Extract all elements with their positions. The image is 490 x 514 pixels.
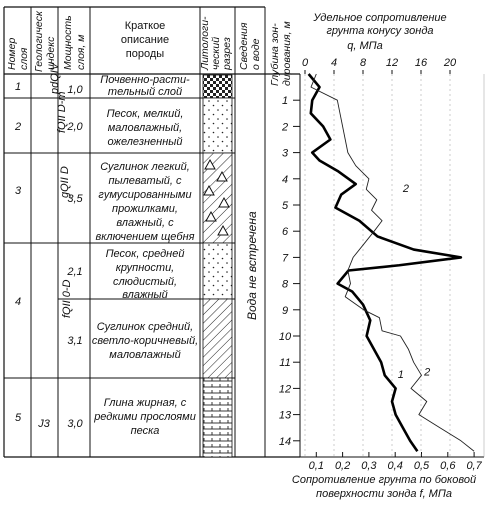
header-water-1: Сведения	[238, 22, 250, 70]
geo-index-5: J3	[38, 418, 50, 430]
header-thickness-1: Мощность	[62, 15, 74, 70]
cone-title-1: Удельное сопротивление	[313, 12, 447, 24]
depth-tick-label: 5	[281, 200, 289, 212]
curve-label-1: 1	[397, 368, 404, 381]
curve-label-2: 2	[424, 366, 431, 379]
desc-4a-line-4: влажный	[122, 289, 168, 301]
desc-4b-line-3: маловлажный	[109, 349, 181, 361]
f-tick-label: 0,1	[308, 460, 324, 472]
cone-title-2: грунта конусу зонда	[326, 25, 434, 37]
header-lithology-1: Литологи-	[199, 16, 211, 70]
depth-tick-label: 10	[278, 331, 292, 343]
depth-tick-label: 11	[279, 357, 291, 370]
header-description-2: описание	[120, 34, 170, 46]
series-1-line	[309, 74, 461, 451]
header-layer-no-1: Номер	[6, 37, 18, 70]
q-axis	[302, 57, 457, 74]
layer-no-5: 5	[14, 412, 22, 424]
thickness-4a: 2,1	[67, 266, 83, 278]
header-description-3: породы	[125, 48, 165, 60]
q-tick-label: 8	[359, 57, 367, 69]
lithology-sand-fine	[203, 98, 232, 153]
desc-3-line-6: включением щебня	[95, 231, 195, 243]
header-lithology-3: разрез	[221, 37, 233, 70]
desc-5-line-1: Глина жирная, с	[103, 397, 187, 409]
f-tick-label: 0,2	[334, 460, 351, 472]
f-tick-label: 0,5	[413, 460, 430, 472]
desc-5-line-2: редкими прослоями	[94, 411, 196, 423]
geo-index-column	[37, 61, 73, 430]
curve-label-2-upper: 2	[402, 182, 409, 195]
q-tick-label: 12	[385, 57, 399, 69]
thickness-2: 2,0	[67, 121, 83, 133]
cone-unit: q, МПа	[347, 40, 383, 52]
f-tick-label: 0,3	[361, 460, 377, 472]
layer-no-3: 3	[14, 185, 22, 197]
sleeve-title-1: Сопротивление грунта по боковой	[291, 474, 477, 486]
header-description-1: Краткое	[124, 20, 166, 32]
desc-3-line-2: пылеватый, с	[108, 175, 182, 187]
layer-no-1: 1	[14, 81, 22, 93]
lithology-soil	[203, 75, 232, 98]
geo-index-3: gQII D	[59, 166, 71, 198]
layer-numbers	[14, 81, 22, 424]
desc-1-line-1: Почвенно-расти-	[100, 74, 190, 86]
header-water-2: о воде	[250, 38, 262, 70]
thickness-5: 3,0	[67, 418, 83, 430]
lithology-clay	[203, 378, 232, 457]
f-tick-label: 0,6	[440, 460, 456, 472]
lithology-loam-medium	[203, 299, 232, 378]
depth-tick-label: 12	[278, 383, 292, 396]
header-geo-index-1: Геологичеcк	[33, 11, 45, 72]
depth-tick-label: 6	[281, 226, 289, 239]
sleeve-title-2: поверхности зонда f, МПа	[316, 488, 452, 500]
f-tick-label: 0,4	[387, 460, 403, 472]
depth-tick-label: 8	[281, 278, 289, 291]
desc-1-line-2: тельный слой	[107, 86, 183, 98]
q-tick-label: 16	[414, 57, 428, 69]
desc-2-line-3: ожелезненный	[107, 136, 183, 148]
desc-4a-line-3: слюдистый,	[112, 276, 178, 288]
geo-index-2: fQII D-m	[56, 91, 68, 133]
lithology-sand-medium	[203, 243, 232, 299]
desc-3-line-3: гумусированными	[98, 189, 192, 201]
header-geo-index-2: индекс	[45, 36, 57, 70]
geo-index-4: fQII 0-D	[61, 279, 73, 318]
depth-tick-label: 14	[278, 435, 292, 448]
q-tick-label: 0	[301, 57, 309, 69]
desc-2-line-1: Песок, мелкий,	[106, 108, 184, 120]
depth-tick-label: 9	[281, 304, 289, 317]
description-column	[92, 74, 198, 437]
desc-4a-line-2: крупности,	[115, 262, 175, 274]
depth-tick-label: 4	[281, 173, 289, 186]
header-lithology-2: ческий	[210, 36, 222, 70]
geo-index-1: pdQIV	[49, 62, 61, 94]
header-layer-no-2: слоя	[18, 47, 30, 70]
lithology-column	[203, 75, 232, 457]
q-tick-label: 4	[330, 57, 338, 69]
depth-tick-label: 1	[281, 95, 289, 108]
desc-2-line-2: маловлажный,	[107, 122, 183, 134]
f-tick-label: 0,7	[466, 460, 482, 472]
q-tick-label: 20	[443, 57, 457, 69]
desc-4b-line-1: Суглинок средний,	[96, 321, 194, 333]
depth-tick-label: 3	[281, 147, 289, 160]
depth-tick-label: 7	[281, 252, 289, 265]
desc-4b-line-2: светло-коричневый,	[91, 335, 199, 347]
depth-axis	[279, 95, 300, 448]
depth-tick-label: 13	[278, 409, 292, 422]
layer-no-4: 4	[14, 296, 22, 308]
depth-tick-label: 2	[281, 121, 289, 134]
header-thickness-2: слоя, м	[75, 34, 87, 70]
layer-no-2: 2	[14, 121, 22, 133]
header-depth-2: дирования, м	[281, 21, 293, 86]
chart-plot-area	[305, 74, 484, 457]
chart-footer	[292, 474, 476, 500]
desc-3-line-4: прожилками,	[112, 203, 178, 215]
thickness-4b: 3,1	[67, 335, 83, 347]
water-note: Вода не встречена	[245, 211, 259, 320]
header-depth-1: Глубина зон-	[269, 23, 281, 86]
desc-3-line-5: влажный, с	[116, 217, 174, 229]
thickness-1: 1,0	[67, 84, 83, 96]
desc-5-line-3: песка	[130, 425, 160, 437]
thickness-3: 3,5	[67, 193, 83, 205]
desc-3-line-1: Суглинок легкий,	[100, 161, 190, 173]
desc-4a-line-1: Песок, средней	[105, 248, 185, 260]
chart-header	[312, 12, 446, 52]
